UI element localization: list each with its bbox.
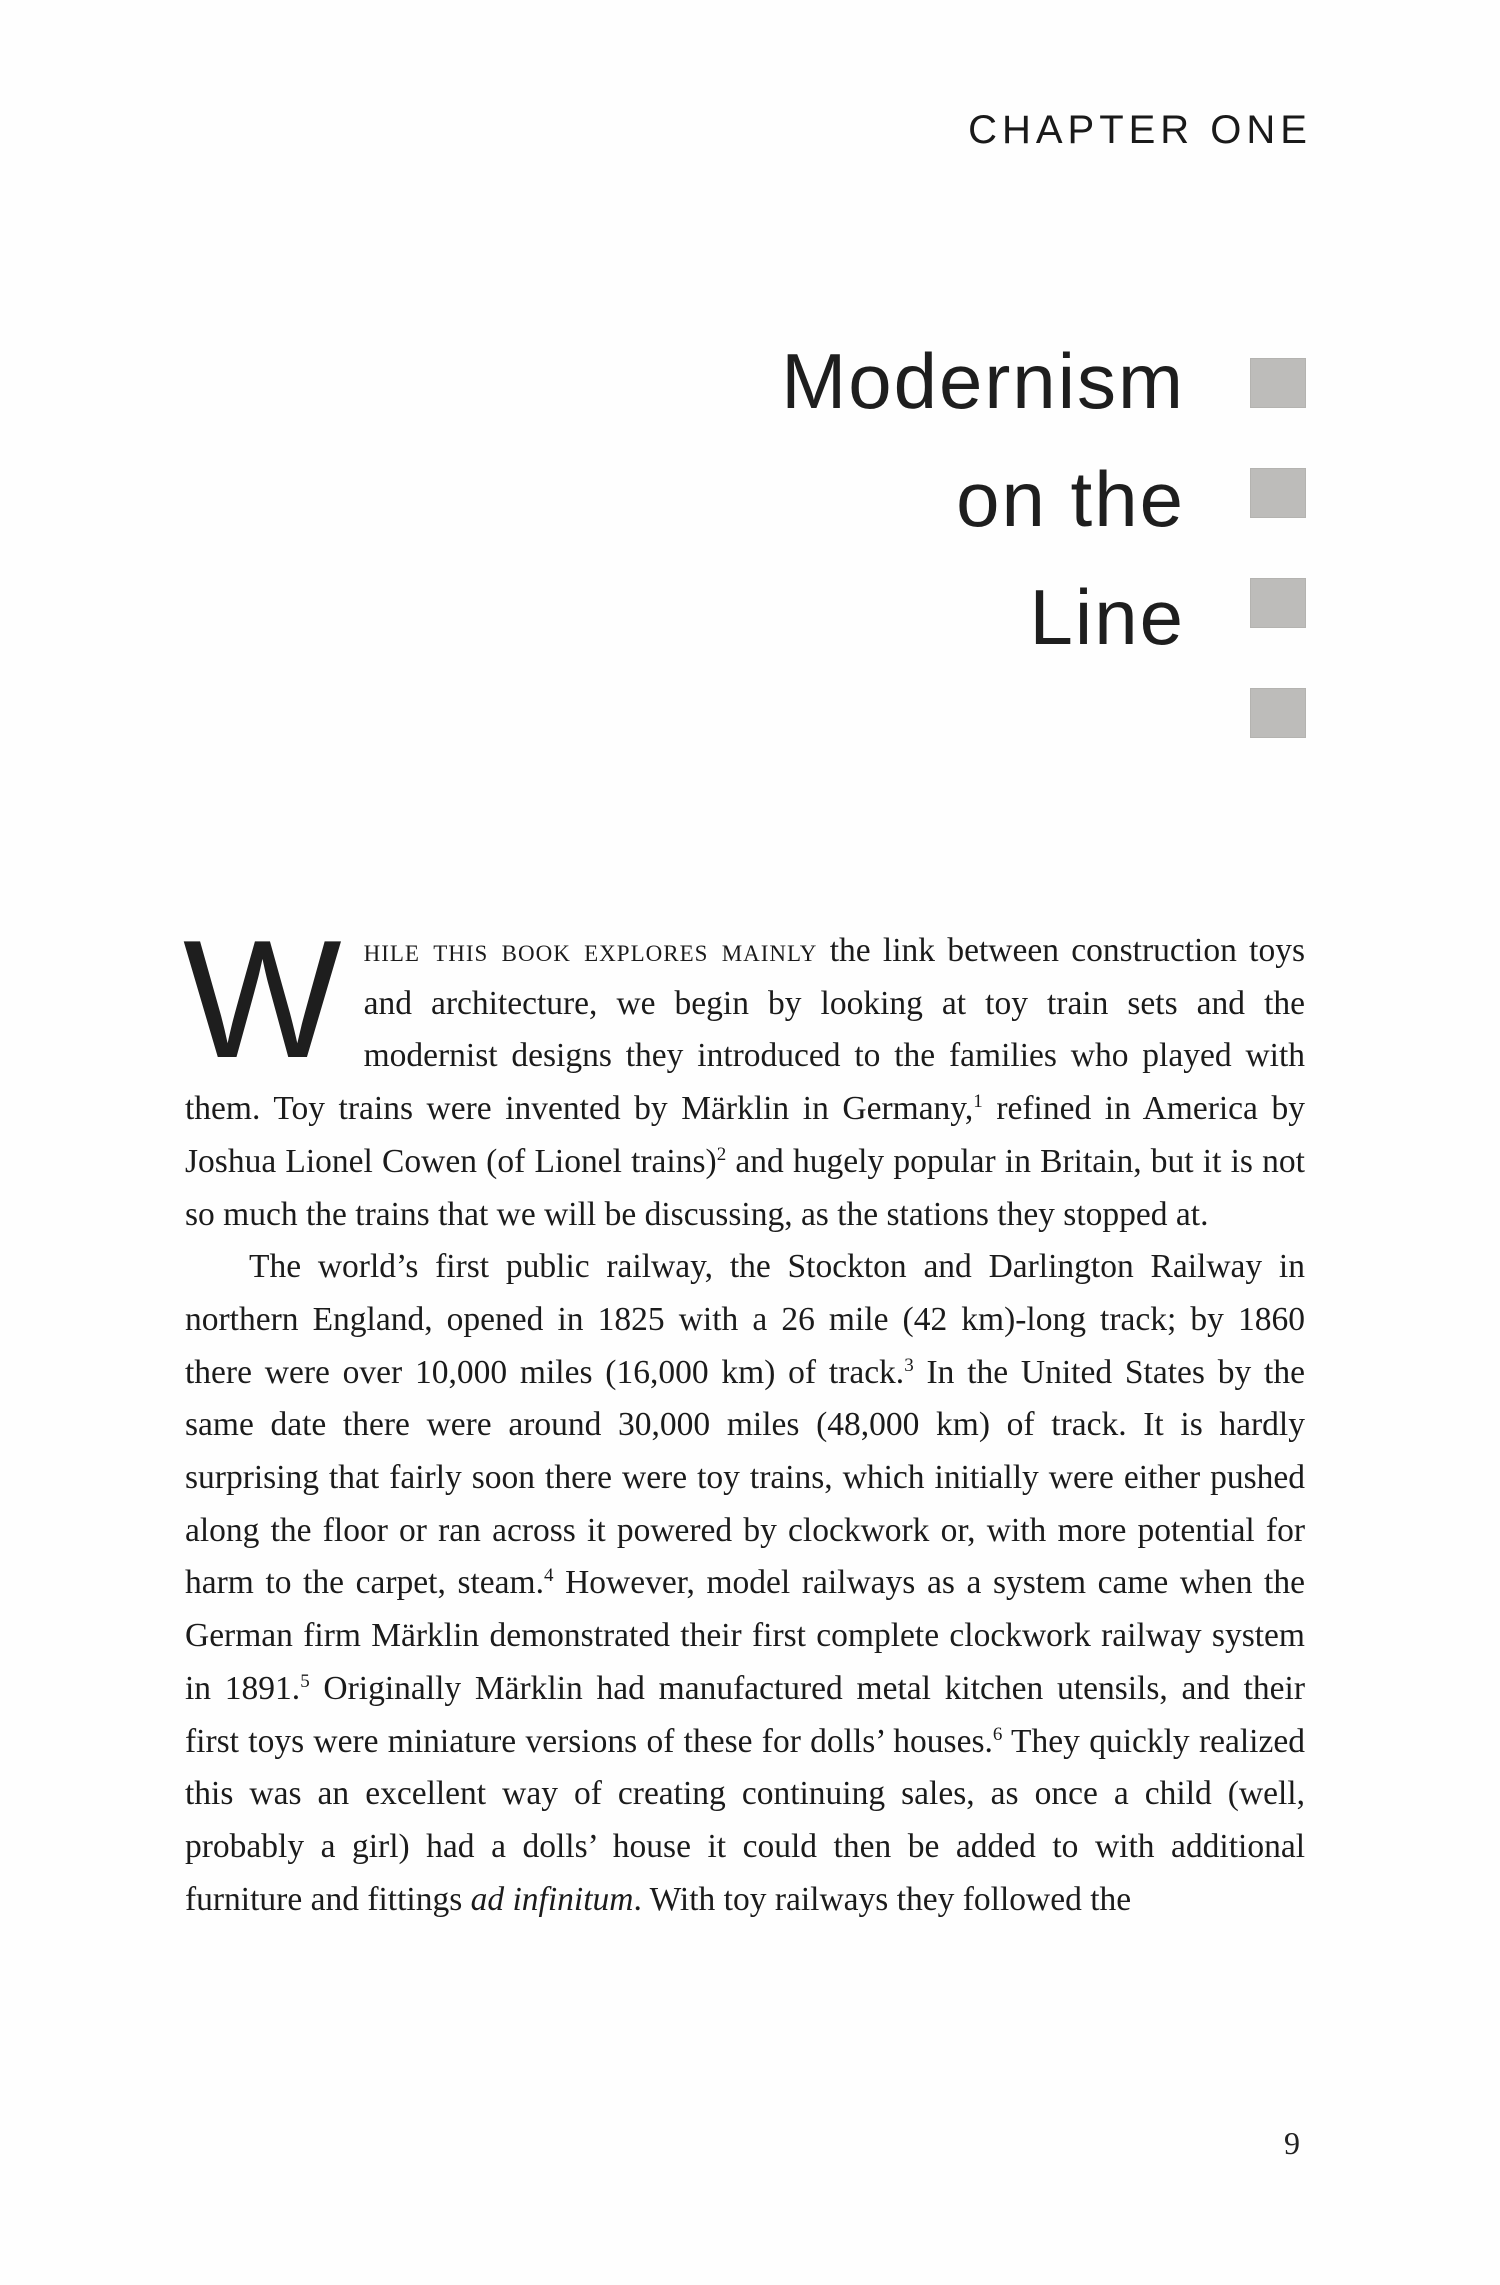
text-segment: the link between construction toys and architecture, we begin by looking at toy train sets and the modernist designs they introduced to the families who played with them. Toy trains were invented by Märklin in Germany, (185, 932, 1305, 1128)
lead-in-smallcaps: hile this book explores mainly (363, 932, 818, 969)
decorative-squares (1250, 358, 1310, 798)
drop-cap: W (183, 905, 342, 1093)
footnote-ref: 1 (973, 1090, 983, 1112)
footnote-ref: 2 (716, 1143, 727, 1165)
text-segment: However, model railways as a system came when the German firm Märklin demonstrated their first complete clockwork railway system in 1891. (185, 1564, 1305, 1707)
footnote-ref: 4 (543, 1565, 554, 1587)
decorative-square (1250, 578, 1306, 628)
text-segment: and hugely popular in Britain, but it is not so much the trains that we will be discussing, as the stations they stopped at. (185, 1142, 1305, 1233)
text-segment: refined in America by Joshua Lionel Cowen (of Lionel trains) (185, 1090, 1305, 1180)
footnote-ref: 5 (300, 1670, 310, 1692)
title-line-3: Line (1029, 573, 1185, 661)
decorative-square (1250, 688, 1306, 738)
title-line-1: Modernism (781, 337, 1185, 425)
text-segment: In the United States by the same date there were around 30,000 miles (48,000 km) of track. It is hardly surprising that fairly soon there were toy trains, which initially were either pushed along the floor or ran across it powered by clockwork or, with more potential for harm to the carpet, steam. (185, 1353, 1305, 1602)
paragraph-1 (183, 905, 1305, 1241)
chapter-label: CHAPTER ONE (968, 108, 1312, 152)
text-segment: . With toy railways they followed the (633, 1880, 1132, 1918)
text-segment: The world’s first public railway, the Stockton and Darlington Railway in northern England, opened in 1825 with a 26 mile (42 km)-long track; by 1860 there were over 10,000 miles (16,000 km) of track. (185, 1248, 1305, 1391)
footnote-ref: 6 (992, 1723, 1003, 1745)
decorative-square (1250, 468, 1306, 518)
text-segment: Originally Märklin had manufactured metal kitchen utensils, and their first toys were miniature versions of these for dolls’ houses. (185, 1669, 1306, 1760)
decorative-square (1250, 358, 1306, 408)
paragraph-2 (185, 1241, 1305, 1926)
text-segment: They quickly realized this was an excellent way of creating continuing sales, as once a child (well, probably a girl) had a dolls’ house it could then be added to with additional furniture and fittings (185, 1722, 1305, 1918)
chapter-title (485, 322, 1185, 676)
page-number: 9 (1284, 2125, 1300, 2161)
body-text (183, 905, 1306, 1926)
italic-phrase: ad infinitum (470, 1880, 634, 1918)
title-line-2: on the (956, 455, 1185, 543)
footnote-ref: 3 (904, 1354, 914, 1376)
